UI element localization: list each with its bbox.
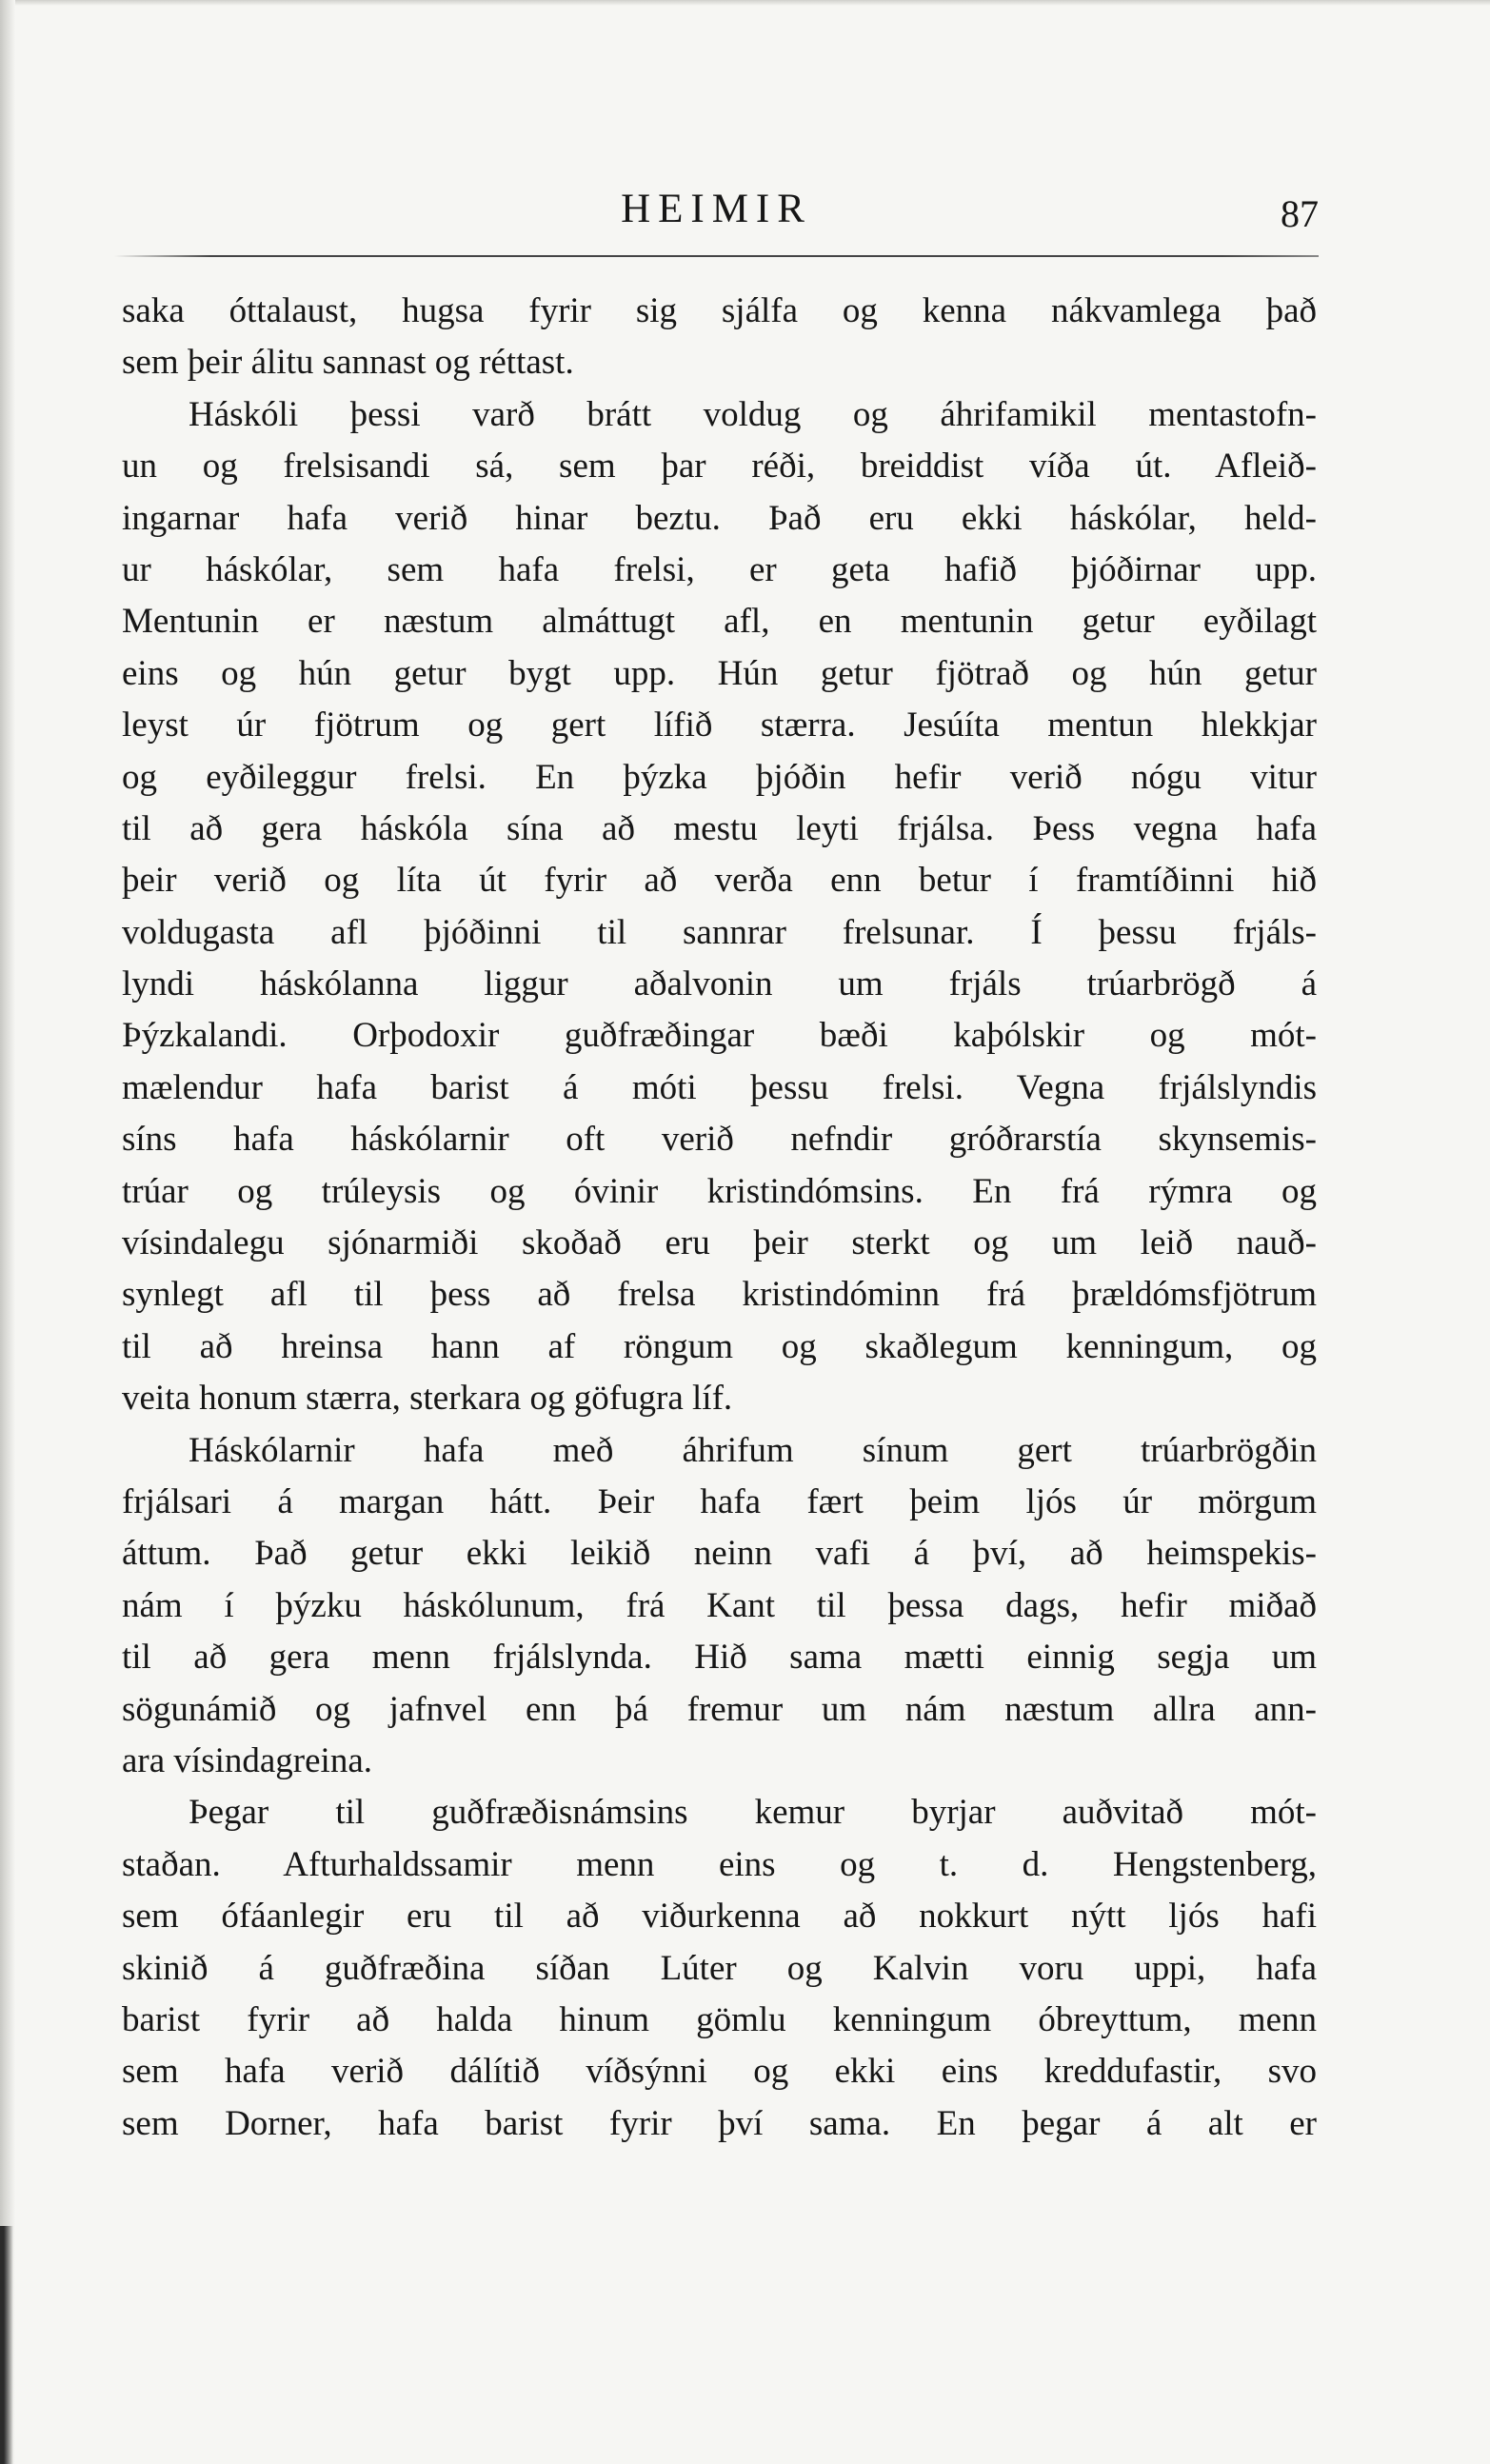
text-line: þeir verið og líta út fyrir að verða enn betur í framtíðinni hið: [122, 861, 1317, 901]
body-text: [122, 286, 1317, 2150]
text-line: synlegt afl til þess að frelsa kristindóminn frá þrældómsfjötrum: [122, 1275, 1317, 1315]
text-line: ara vísindagreina.: [122, 1740, 372, 1780]
text-line: veita honum stærra, sterkara og göfugra líf.: [122, 1379, 733, 1419]
text-line: Þegar til guðfræðisnámsins kemur byrjar auðvitað mót-: [189, 1793, 1317, 1833]
page-edge-shadow: [0, 0, 1490, 6]
text-line: síns hafa háskólarnir oft verið nefndir gróðrarstía skynsemis-: [122, 1120, 1317, 1160]
text-line: áttum. Það getur ekki leikið neinn vafi á því, að heimspekis-: [122, 1534, 1317, 1574]
text-line: Háskóli þessi varð brátt voldug og áhrifamikil mentastofn-: [189, 394, 1317, 434]
text-line: nám í þýzku háskólunum, frá Kant til þessa dags, hefir miðað: [122, 1585, 1317, 1625]
text-line: sem ófáanlegir eru til að viðurkenna að nokkurt nýtt ljós hafi: [122, 1897, 1317, 1937]
text-line: trúar og trúleysis og óvinir kristindómsins. En frá rýmra og: [122, 1171, 1317, 1211]
text-line: lyndi háskólanna liggur aðalvonin um frjáls trúarbrögð á: [122, 964, 1317, 1004]
text-line: vísindalegu sjónarmiði skoðað eru þeir sterkt og um leið nauð-: [122, 1223, 1317, 1263]
text-line: voldugasta afl þjóðinni til sannrar frelsunar. Í þessu frjáls-: [122, 912, 1317, 952]
running-title: HEIMIR: [621, 187, 812, 231]
text-line: staðan. Afturhaldssamir menn eins og t. d. Hengstenberg,: [122, 1844, 1317, 1884]
text-line: frjálsari á margan hátt. Þeir hafa fært þeim ljós úr mörgum: [122, 1481, 1317, 1521]
text-line: til að hreinsa hann af röngum og skaðlegum kenningum, og: [122, 1326, 1317, 1366]
text-line: Þýzkalandi. Orþodoxir guðfræðingar bæði kaþólskir og mót-: [122, 1016, 1317, 1056]
text-line: leyst úr fjötrum og gert lífið stærra. Jesúíta mentun hlekkjar: [122, 705, 1317, 745]
text-line: ingarnar hafa verið hinar beztu. Það eru ekki háskólar, held-: [122, 498, 1317, 538]
binding-edge: [0, 2226, 38, 2464]
header-rule: [114, 255, 1319, 257]
text-line: eins og hún getur bygt upp. Hún getur fjötrað og hún getur: [122, 653, 1317, 693]
page-header: [114, 186, 1319, 252]
text-line: til að gera háskóla sína að mestu leyti frjálsa. Þess vegna hafa: [122, 808, 1317, 848]
text-line: skinið á guðfræðina síðan Lúter og Kalvin voru uppi, hafa: [122, 1948, 1317, 1988]
text-line: sem þeir álitu sannast og réttast.: [122, 343, 574, 383]
text-line: sem Dorner, hafa barist fyrir því sama. En þegar á alt er: [122, 2103, 1317, 2143]
text-line: barist fyrir að halda hinum gömlu kenningum óbreyttum, menn: [122, 1999, 1317, 2039]
text-line: sögunámið og jafnvel enn þá fremur um nám næstum allra ann-: [122, 1689, 1317, 1729]
text-line: sem hafa verið dálítið víðsýnni og ekki eins kreddufastir, svo: [122, 2052, 1317, 2092]
text-line: Háskólarnir hafa með áhrifum sínum gert trúarbrögðin: [189, 1430, 1317, 1470]
page-edge-shadow: [0, 0, 15, 2464]
page-number: 87: [1281, 192, 1319, 235]
text-line: og eyðileggur frelsi. En þýzka þjóðin hefir verið nógu vitur: [122, 757, 1317, 797]
text-line: Mentunin er næstum almáttugt afl, en mentunin getur eyðilagt: [122, 602, 1317, 642]
text-line: mælendur hafa barist á móti þessu frelsi. Vegna frjálslyndis: [122, 1067, 1317, 1107]
text-line: saka óttalaust, hugsa fyrir sig sjálfa og kenna nákvamlega það: [122, 291, 1317, 330]
text-line: ur háskólar, sem hafa frelsi, er geta hafið þjóðirnar upp.: [122, 549, 1317, 589]
text-line: un og frelsisandi sá, sem þar réði, breiddist víða út. Afleið-: [122, 447, 1317, 487]
text-line: til að gera menn frjálslynda. Hið sama mætti einnig segja um: [122, 1638, 1317, 1678]
